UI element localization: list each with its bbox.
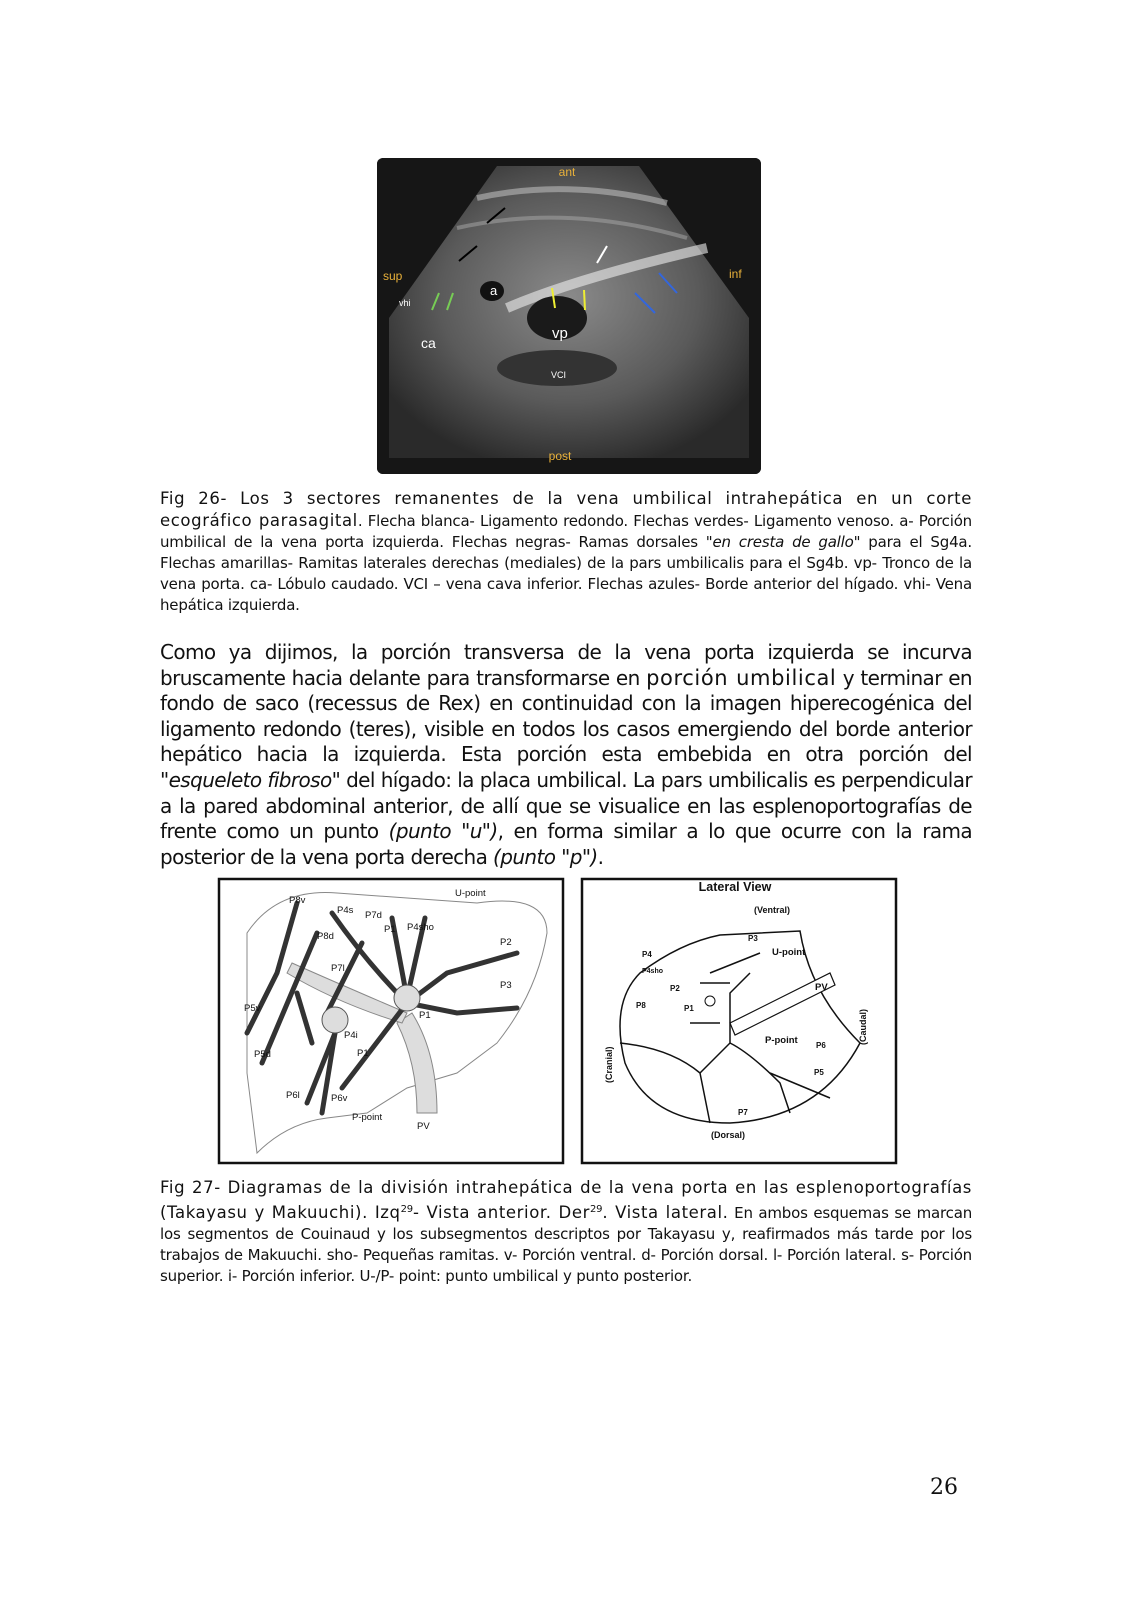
citation: 29 [589, 1204, 603, 1215]
anterior-view-diagram [217, 873, 567, 1165]
caption-lead: . Vista lateral. [602, 1203, 729, 1222]
text: , en forma similar a lo que ocurre con la rama posterior de la vena porta derecha [160, 819, 973, 869]
label: P3 [748, 934, 758, 943]
text: y terminar en fondo de saco (recessus de Rex) en continuidad con la imagen hiperecogénica del ligamento redondo (teres), visible en todos los casos emergiendo del borde anterior hepático hacia la izquierda. Esta porción esta embebida en otra porción del [160, 665, 972, 767]
italic: (punto "p") [493, 844, 598, 869]
label: P3 [500, 980, 512, 991]
label: P1 [357, 1048, 369, 1059]
italic: (punto "u") [388, 819, 498, 844]
body-paragraph [160, 640, 972, 870]
caption-text: . Flecha blanca- Ligamento redondo. Flechas verdes- Ligamento venoso. a- Porción umbilical de la vena porta izquierda. Flechas negras- Ramas dorsales [160, 512, 972, 551]
label: P-point [352, 1112, 383, 1123]
text: del hígado: la placa umbilical. La pars umbilicalis es perpendicular a la pared abdominal anterior, de allí que se visualice en las esplenoportografías de frente como un punto [160, 767, 972, 844]
label: P1 [384, 924, 396, 935]
label: P2 [670, 984, 680, 993]
label: P4sho [407, 922, 434, 933]
label: P5 [814, 1068, 824, 1077]
citation: 29 [400, 1204, 413, 1215]
label: P5v [244, 1003, 261, 1014]
label: U-point [772, 947, 806, 958]
label: P8 [636, 1001, 646, 1010]
fig26-caption [160, 488, 972, 616]
label: P4sho [642, 968, 664, 975]
ultrasound-image [377, 158, 761, 474]
label: (Ventral) [753, 905, 791, 915]
text: Como ya dijimos, la porción transversa de la vena porta izquierda se incurva bruscamente hacia delante para transformarse en [160, 640, 972, 690]
label-inf: inf [729, 267, 742, 281]
emphasis: porción umbilical [646, 665, 837, 690]
caption-lead: Fig 26- Los 3 sectores remanentes de la vena umbilical intrahepática en un corte ecográfico parasagital [160, 489, 972, 530]
label-vci: VCI [551, 370, 567, 380]
label: P6l [286, 1090, 300, 1101]
label: P8v [289, 895, 306, 906]
page-number: 26 [930, 1475, 958, 1500]
label-ca: ca [421, 335, 436, 351]
label-vhi: vhi [399, 298, 411, 308]
label: P6v [331, 1093, 348, 1104]
label-ant: ant [558, 165, 576, 179]
label: P7d [365, 910, 382, 921]
label: P6 [816, 1041, 826, 1050]
label: (Dorsal) [710, 1130, 746, 1140]
diagram-title: Lateral View [698, 880, 772, 894]
text: . [597, 844, 604, 869]
label: (Cranial) [604, 1046, 614, 1083]
label: P8d [317, 931, 334, 942]
label: P4s [337, 905, 354, 916]
label: P5d [254, 1049, 271, 1060]
label: P-point [765, 1035, 798, 1046]
caption-lead: Fig 27- Diagramas de la división intrahepática de la vena porta en las esplenoportografías (Takayasu y Makuuchi). Izq [160, 1178, 972, 1222]
caption-italic: "en cresta de gallo" [705, 533, 861, 551]
label: P7 [738, 1108, 748, 1117]
label-vp: vp [552, 325, 568, 342]
label-post: post [548, 449, 572, 463]
italic: "esqueleto fibroso" [160, 767, 341, 792]
label: P4i [344, 1030, 358, 1041]
label-a: a [490, 283, 498, 298]
label-sup: sup [383, 269, 403, 283]
label: P1 [684, 1004, 694, 1013]
label: P1 [419, 1010, 431, 1021]
fig27-caption [160, 1177, 972, 1287]
lateral-view-diagram [580, 873, 898, 1165]
caption-text: En ambos esquemas se marcan los segmentos de Couinaud y los subsegmentos descriptos por Takayasu y, reafirmados más tarde por los trabajos de Makuuchi. sho- Pequeñas ramitas. v- Porción ventral. d- Porción dorsal. l- Porción lateral. s- Porción superior. i- Porción inferior. U-/P- point: punto umbilical y punto posterior. [160, 1204, 973, 1285]
caption-lead: - Vista anterior. Der [412, 1203, 590, 1222]
caption-text: para el Sg4a. Flechas amarillas- Ramitas laterales derechas (mediales) de la pars umbilicalis para el Sg4b. vp- Tronco de la vena porta. ca- Lóbulo caudado. VCI – vena cava inferior. Flechas azules- Borde anterior del hígado. vhi- Vena hepática izquierda. [160, 533, 972, 614]
label: PV [815, 982, 828, 993]
label: (Caudal) [858, 1009, 868, 1045]
label: P4 [642, 950, 652, 959]
label: P2 [500, 937, 512, 948]
label: U-point [455, 888, 486, 899]
label: P7l [331, 963, 345, 974]
label: PV [417, 1121, 430, 1132]
